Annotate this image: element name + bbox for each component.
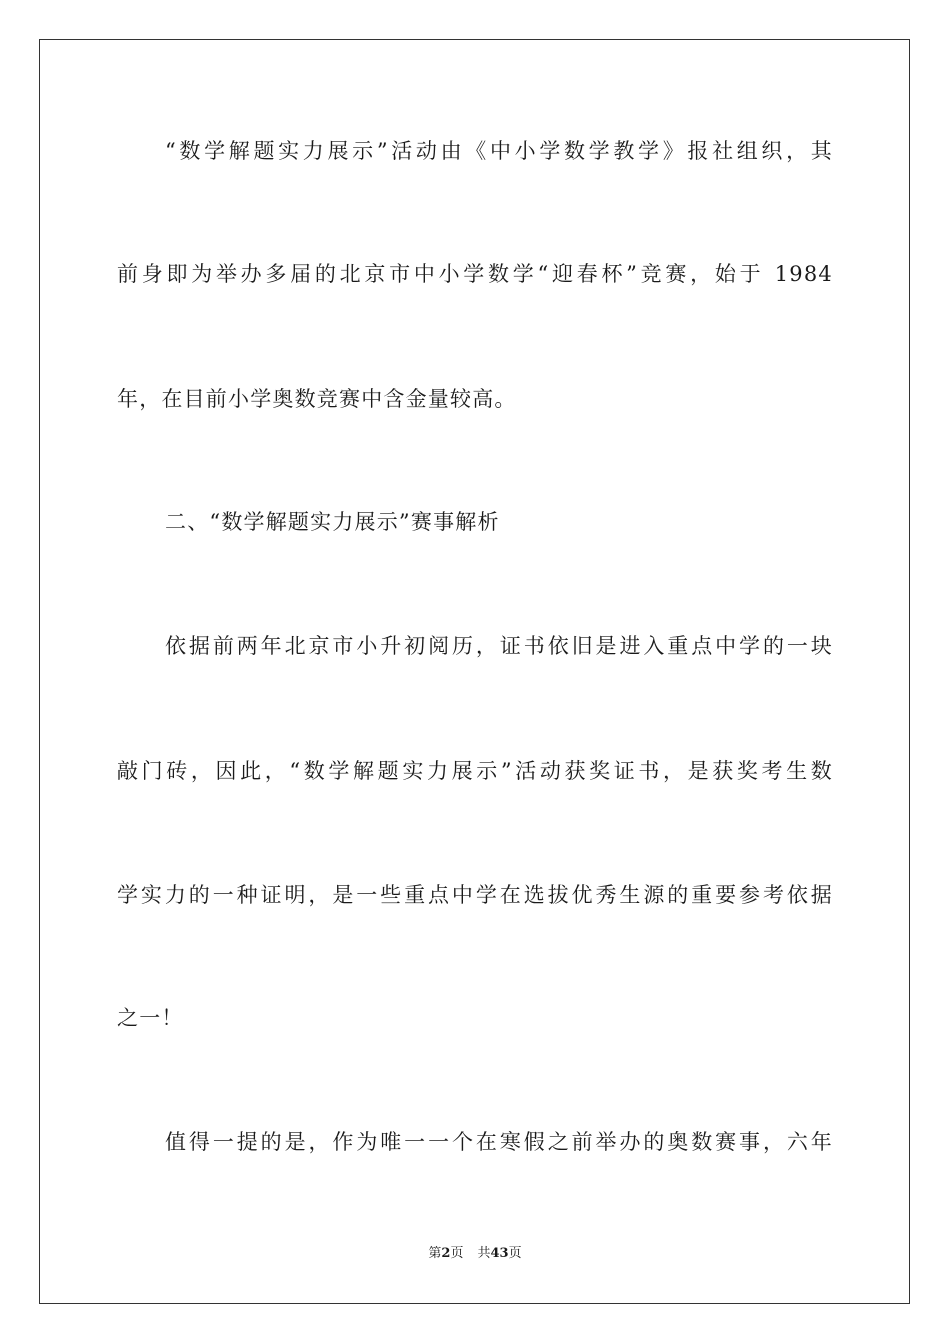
footer-total-prefix: 共	[477, 1246, 491, 1261]
paragraph-3-line-1: 值得一提的是，作为唯一一个在寒假之前举办的奥数赛事，六年	[165, 1130, 833, 1154]
page-footer	[0, 1244, 950, 1264]
paragraph-1-line-1: “数学解题实力展示”活动由《中小学数学教学》报社组织，其	[165, 139, 833, 163]
paragraph-1-line-3: 年，在目前小学奥数竞赛中含金量较高。	[117, 387, 517, 411]
footer-page-number: 2	[441, 1246, 451, 1261]
footer-page-suffix: 页	[450, 1246, 464, 1261]
footer-page-prefix: 第	[428, 1246, 442, 1261]
section-heading: 二、“数学解题实力展示”赛事解析	[165, 510, 500, 534]
paragraph-2-line-4: 之一！	[117, 1006, 184, 1030]
paragraph-1-line-2: 前身即为举办多届的北京市中小学数学“迎春杯”竞赛，始于 1984	[117, 262, 833, 286]
footer-total-suffix: 页	[508, 1246, 522, 1261]
page-border	[39, 39, 910, 1304]
paragraph-2-line-1: 依据前两年北京市小升初阅历，证书依旧是进入重点中学的一块	[165, 634, 833, 658]
footer-total-number: 43	[490, 1246, 509, 1261]
paragraph-2-line-2: 敲门砖，因此，“数学解题实力展示”活动获奖证书，是获奖考生数	[117, 759, 833, 783]
paragraph-2-line-3: 学实力的一种证明，是一些重点中学在选拔优秀生源的重要参考依据	[117, 883, 833, 907]
